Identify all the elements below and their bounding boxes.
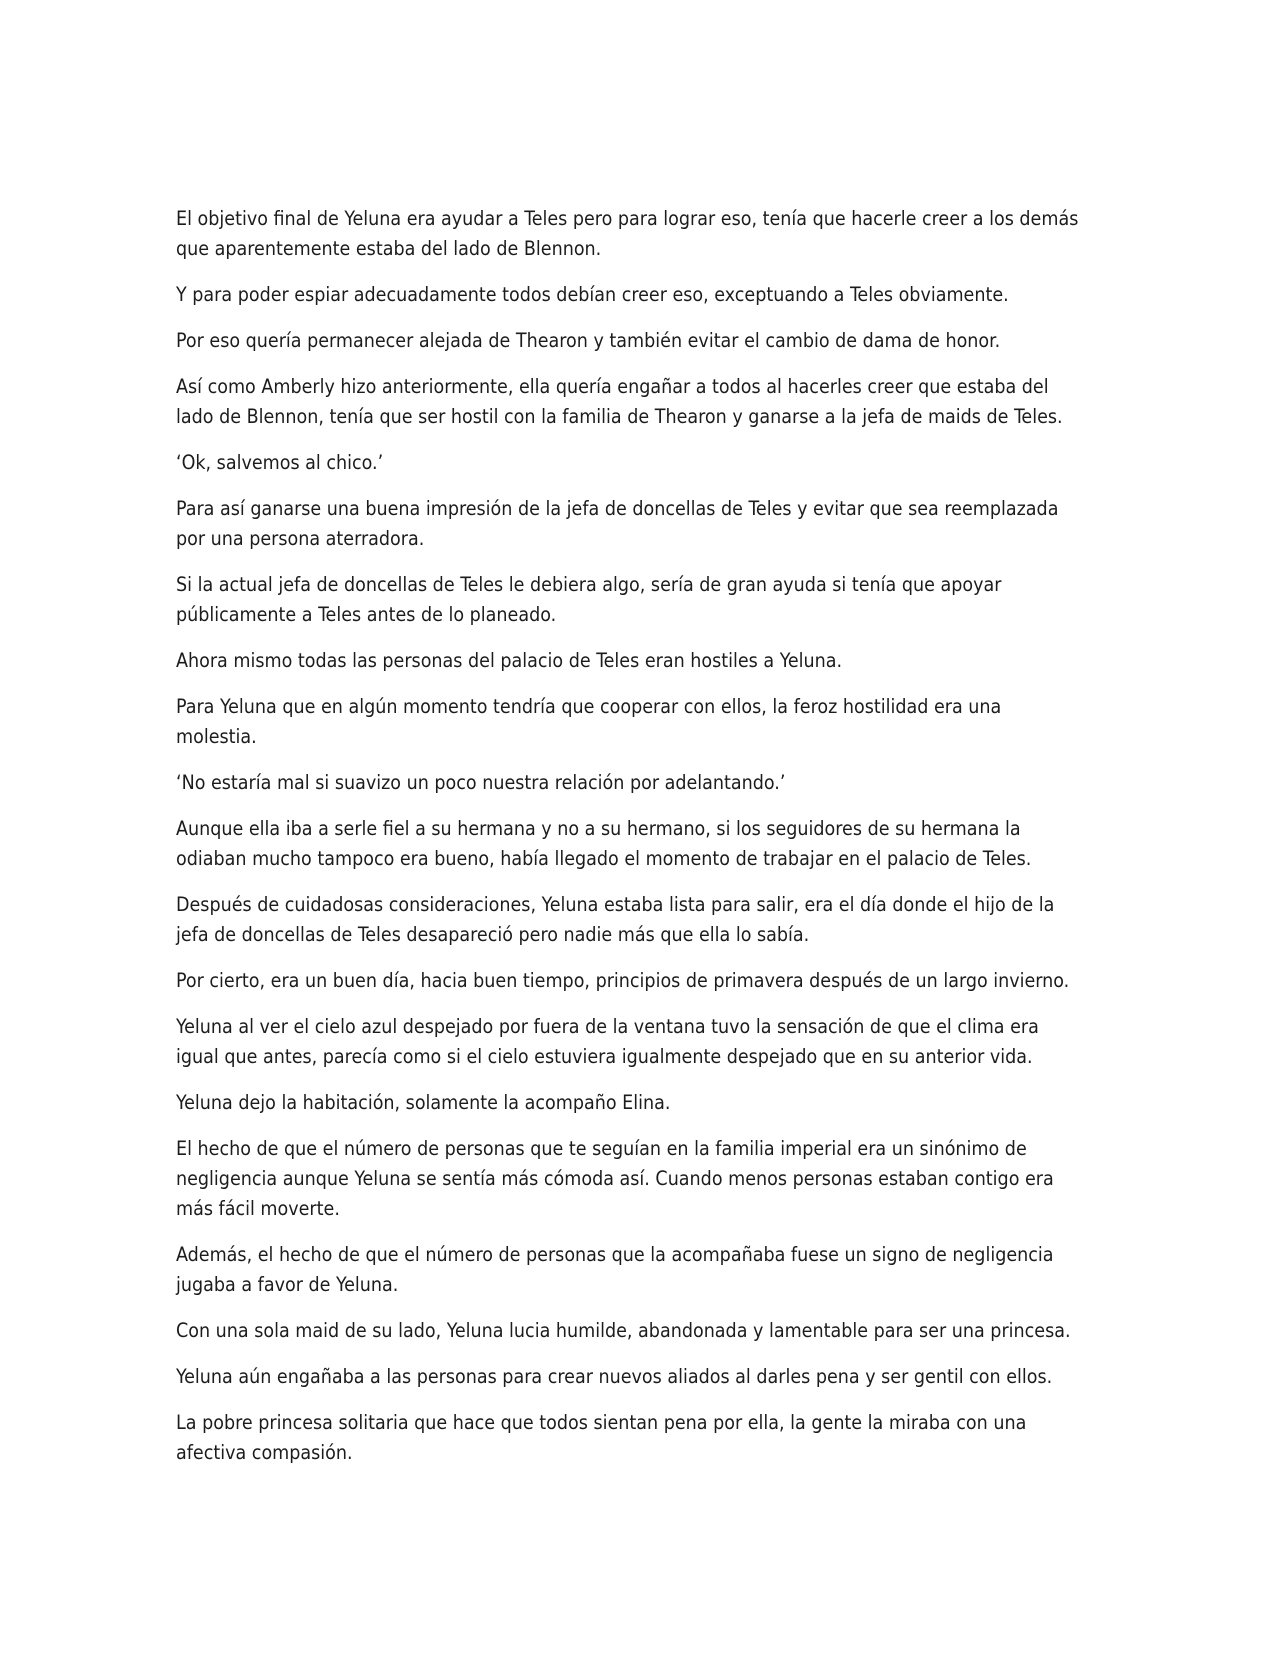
paragraph-17: Además, el hecho de que el número de personas que la acompañaba fuese un signo de negligencia jugaba a favor de Yeluna. xyxy=(176,1243,1054,1296)
paragraph-19: Yeluna aún engañaba a las personas para crear nuevos aliados al darles pena y ser gentil con ellos. xyxy=(176,1365,1053,1388)
paragraph-7: Si la actual jefa de doncellas de Teles le debiera algo, sería de gran ayuda si tenía que apoyar públicamente a Teles antes de lo planeado. xyxy=(176,573,1002,626)
paragraph-18: Con una sola maid de su lado, Yeluna lucia humilde, abandonada y lamentable para ser una princesa. xyxy=(176,1319,1071,1342)
paragraph-8: Ahora mismo todas las personas del palacio de Teles eran hostiles a Yeluna. xyxy=(176,649,843,672)
paragraph-6: Para así ganarse una buena impresión de la jefa de doncellas de Teles y evitar que sea reemplazada por una persona aterradora. xyxy=(176,497,1059,550)
paragraph-4: Así como Amberly hizo anteriormente, ella quería engañar a todos al hacerles creer que estaba del lado de Blennon, tenía que ser hostil con la familia de Thearon y ganarse a la jefa de maids de Teles. xyxy=(176,375,1063,428)
document-body xyxy=(176,204,1086,1484)
paragraph-9: Para Yeluna que en algún momento tendría que cooperar con ellos, la feroz hostilidad era una molestia. xyxy=(176,695,1002,748)
paragraph-3: Por eso quería permanecer alejada de Thearon y también evitar el cambio de dama de honor. xyxy=(176,329,1001,352)
paragraph-16: El hecho de que el número de personas que te seguían en la familia imperial era un sinónimo de negligencia aunque Yeluna se sentía más cómoda así. Cuando menos personas estaban contigo era más fácil moverte. xyxy=(176,1137,1054,1220)
paragraph-12: Después de cuidadosas consideraciones, Yeluna estaba lista para salir, era el día donde el hijo de la jefa de doncellas de Teles desapareció pero nadie más que ella lo sabía. xyxy=(176,893,1055,946)
paragraph-5: ‘Ok, salvemos al chico.’ xyxy=(176,451,384,474)
paragraph-14: Yeluna al ver el cielo azul despejado por fuera de la ventana tuvo la sensación de que el clima era igual que antes, parecía como si el cielo estuviera igualmente despejado que en su anterior vida. xyxy=(176,1015,1039,1068)
paragraph-15: Yeluna dejo la habitación, solamente la acompaño Elina. xyxy=(176,1091,671,1114)
paragraph-20: La pobre princesa solitaria que hace que todos sientan pena por ella, la gente la miraba con una afectiva compasión. xyxy=(176,1411,1027,1464)
paragraph-1: El objetivo final de Yeluna era ayudar a Teles pero para lograr eso, tenía que hacerle creer a los demás que aparentemente estaba del lado de Blennon. xyxy=(176,207,1079,260)
paragraph-13: Por cierto, era un buen día, hacia buen tiempo, principios de primavera después de un largo invierno. xyxy=(176,969,1070,992)
paragraph-11: Aunque ella iba a serle fiel a su hermana y no a su hermano, si los seguidores de su hermana la odiaban mucho tampoco era bueno, había llegado el momento de trabajar en el palacio de Teles. xyxy=(176,817,1032,870)
paragraph-2: Y para poder espiar adecuadamente todos debían creer eso, exceptuando a Teles obviamente. xyxy=(176,283,1009,306)
paragraph-10: ‘No estaría mal si suavizo un poco nuestra relación por adelantando.’ xyxy=(176,771,786,794)
